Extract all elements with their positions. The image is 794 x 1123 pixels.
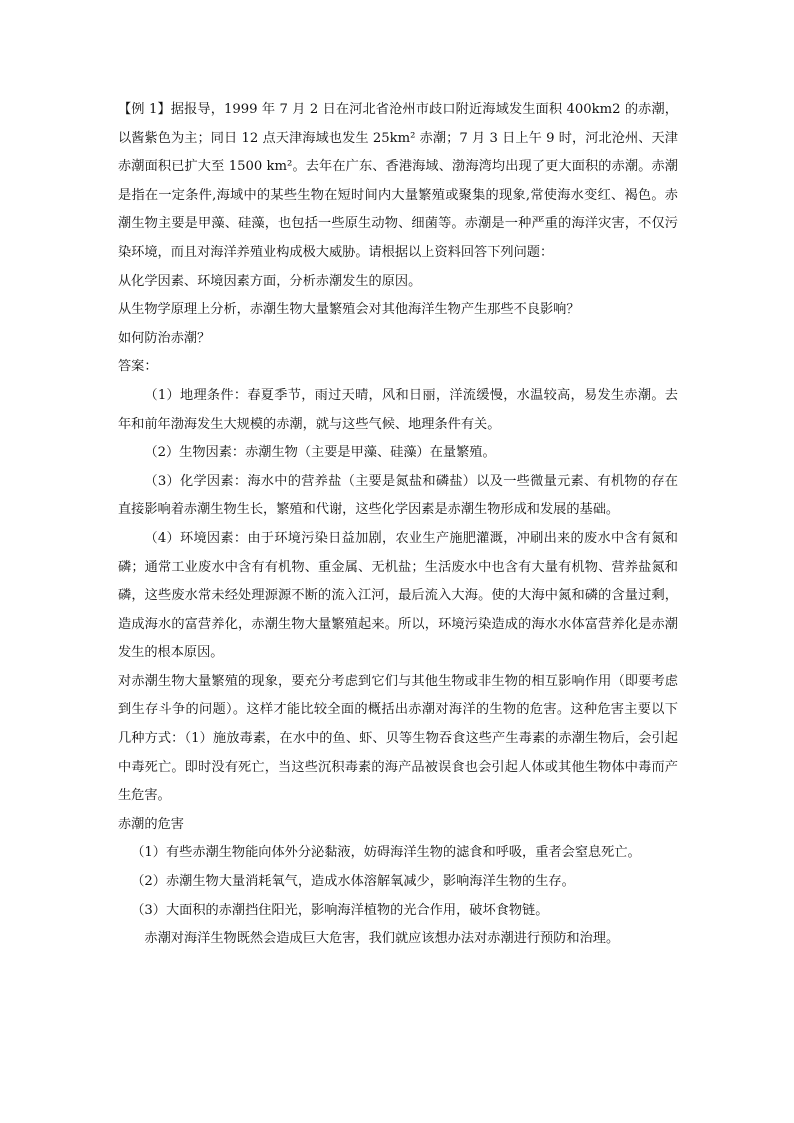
conclusion: 赤潮对海洋生物既然会造成巨大危害，我们就应该想办法对赤潮进行预防和治理。: [144, 931, 620, 947]
answer-cause-3: （3）化学因素：海水中的营养盐（主要是氮盐和磷盐）以及一些微量元素、有机物的存在直接影响着赤潮生物生长，繁殖和代谢，这些化学因素是赤潮生物形成和发展的基础。: [118, 473, 678, 518]
impact-paragraph: 对赤潮生物大量繁殖的现象，要充分考虑到它们与其他生物或非生物的相互影响作用（即要考虑到生存斗争的问题）。这样才能比较全面的概括出赤潮对海洋的生物的危害。这种危害主要以下几种方式：（1）施放毒素，在水中的鱼、虾、贝等生物吞食这些产生毒素的赤潮生物后，会引起中毒死亡。即时没有死亡，当这些沉积毒素的海产品被误食也会引起人体或其他生物体中毒而产生危害。: [118, 673, 678, 804]
answer-cause-2: （2）生物因素：赤潮生物（主要是甲藻、硅藻）在量繁殖。: [144, 445, 496, 461]
hazard-3: （3）大面积的赤潮挡住阳光，影响海洋植物的光合作用，破坏食物链。: [131, 902, 549, 918]
document-page: [118, 96, 678, 954]
question-3: 如何防治赤潮？: [118, 330, 211, 346]
hazard-1: （1）有些赤潮生物能向体外分泌黏液，妨碍海洋生物的滤食和呼吸，重者会窒息死亡。: [131, 845, 641, 861]
hazard-heading: 赤潮的危害: [118, 816, 184, 832]
answer-cause-1: （1）地理条件：春夏季节，雨过天晴，风和日丽，洋流缓慢，水温较高，易发生赤潮。去年和前年渤海发生大规模的赤潮，就与这些气候、地理条件有关。: [118, 387, 678, 432]
hazard-2: （2）赤潮生物大量消耗氧气，造成水体溶解氧减少，影响海洋生物的生存。: [131, 874, 575, 890]
answer-label: 答案：: [118, 359, 158, 375]
example-paragraph: 【例 1】据报导，1999 年 7 月 2 日在河北省沧州市歧口附近海域发生面积 400km2 的赤潮，以酱紫色为主；同日 12 点天津海域也发生 25km² 赤潮；7 月 3 日上午 9 时，河北沧州、天津赤潮面积已扩大至 1500 km²。去年在广东、香港海域、渤海湾均出现了更大面积的赤潮。赤潮是指在一定条件,海域中的某些生物在短时间内大量繁殖或聚集的现象,常使海水变红、褐色。赤潮生物主要是甲藻、硅藻，也包括一些原生动物、细菌等。赤潮是一种严重的海洋灾害，不仅污染环境，而且对海洋养殖业构成极大威胁。请根据以上资料回答下列问题：: [118, 102, 678, 260]
question-2: 从生物学原理上分析，赤潮生物大量繁殖会对其他海洋生物产生那些不良影响？: [118, 302, 580, 318]
answer-cause-4: （4）环境因素：由于环境污染日益加剧，农业生产施肥灌溉，冲刷出来的废水中含有氮和磷；通常工业废水中含有有机物、重金属、无机盐；生活废水中也含有大量有机物、营养盐氮和磷，这些废水常未经处理源源不断的流入江河，最后流入大海。使的大海中氮和磷的含量过剩，造成海水的富营养化，赤潮生物大量繁殖起来。所以，环境污染造成的海水水体富营养化是赤潮发生的根本原因。: [118, 530, 678, 661]
question-1: 从化学因素、环境因素方面，分析赤潮发生的原因。: [118, 273, 422, 289]
